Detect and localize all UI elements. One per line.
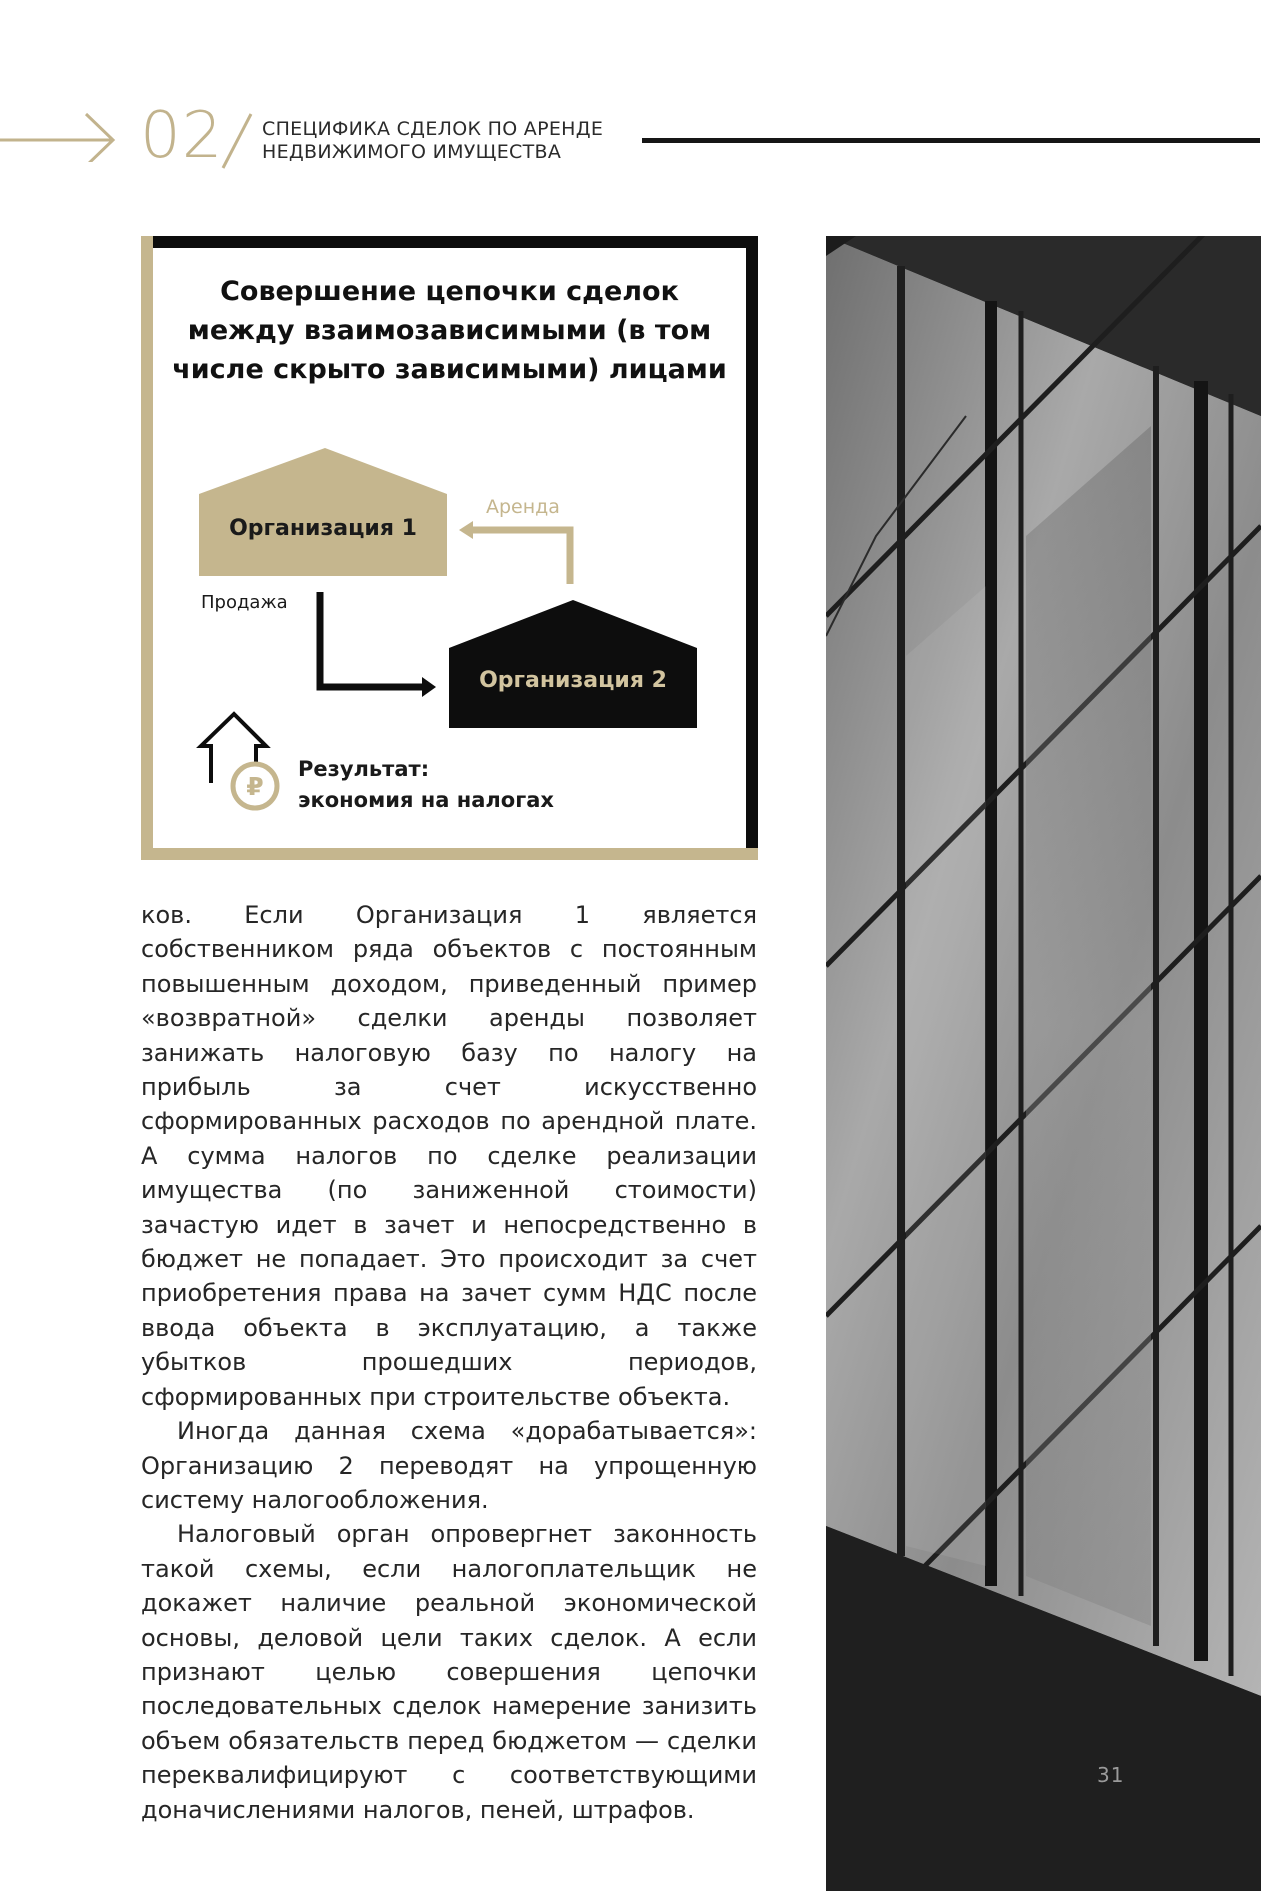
result-heading: Результат: — [298, 757, 430, 781]
building-facade-photo — [826, 236, 1261, 1891]
header-rule — [642, 138, 1260, 143]
rent-arrow-head — [459, 521, 473, 539]
sale-arrow-line — [320, 592, 422, 687]
paragraph-3: Налоговый орган опровергнет законность такой схемы, если налогоплательщик не докажет наличие реальной экономической основы, деловой цели таких сделок. А если признают целью совершения цепочки последовательных сделок намерение занизить объем обязательств перед бюджетом — сделки переквалифицируют с соответствующими доначислениями налогов, пеней, штрафов. — [141, 1520, 757, 1824]
result-label — [298, 754, 554, 816]
tax-savings-icon — [201, 714, 277, 808]
chapter-title-line2: НЕДВИЖИМОГО ИМУЩЕСТВА — [262, 141, 562, 163]
paragraph-2: Иногда данная схема «дорабатывается»: Организацию 2 переводят на упрощенную систему налогообложения. — [141, 1417, 757, 1514]
result-text: экономия на налогах — [298, 788, 554, 812]
rent-arrow-line — [471, 530, 570, 584]
org1-label: Организация 1 — [229, 516, 417, 541]
sale-label: Продажа — [201, 592, 288, 613]
chapter-slash-icon — [217, 112, 257, 172]
svg-text:₽: ₽ — [246, 772, 264, 801]
org2-house — [449, 600, 697, 728]
org2-label: Организация 2 — [479, 668, 667, 693]
chapter-title — [262, 118, 603, 164]
chapter-arrow-icon — [0, 110, 120, 162]
paragraph-1: ков. Если Организация 1 является собственником ряда объектов с постоянным повышенным доходом, приведенный пример «возвратной» сделки аренды позволяет занижать налоговую базу по налогу на прибыль за счет искусственно сформированных расходов по арендной плате. А сумма налогов по сделке реализации имущества (по заниженной стоимости) зачастую идет в зачет и непосредственно в бюджет не попадает. Это происходит за счет приобретения права на зачет сумм НДС после ввода объекта в эксплуатацию, а также убытков прошедших периодов, сформированных при строительстве объекта. — [141, 901, 757, 1411]
body-text — [141, 898, 757, 1827]
rent-label: Аренда — [486, 496, 560, 518]
sale-arrow-head — [422, 677, 436, 697]
infographic-title: Совершение цепочки сделок между взаимозависимыми (в том числе скрыто зависимыми) лицами — [172, 276, 727, 385]
page-number: 31 — [1097, 1763, 1125, 1787]
chapter-title-line1: СПЕЦИФИКА СДЕЛОК ПО АРЕНДЕ — [262, 118, 604, 140]
chapter-number: 02 — [140, 99, 224, 173]
org1-house — [199, 448, 447, 576]
scheme-infographic — [141, 236, 758, 860]
